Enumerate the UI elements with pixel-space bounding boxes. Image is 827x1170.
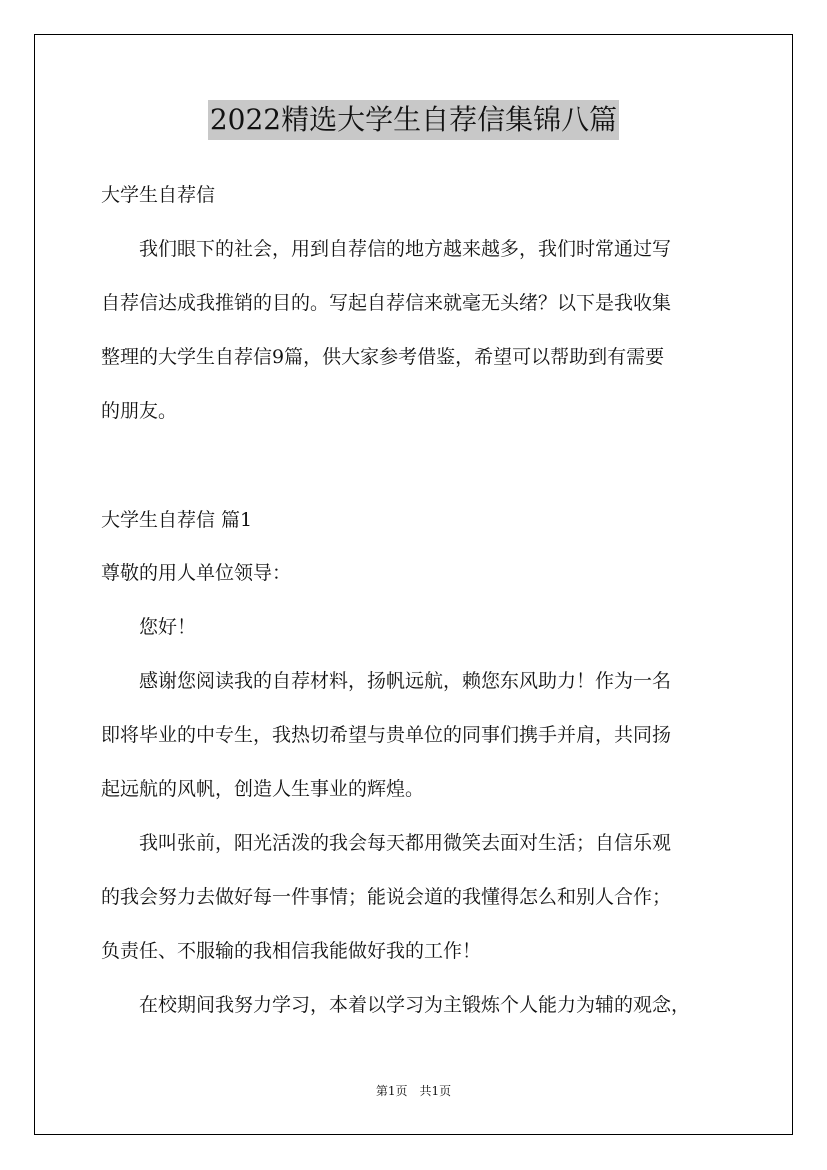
text-line: 自荐信达成我推销的目的。写起自荐信来就毫无头绪？以下是我收集 [101,292,672,314]
text-line: 起远航的风帆，创造人生事业的辉煌。 [101,778,425,800]
greeting: 您好！ [101,616,197,638]
text-line: 的朋友。 [101,400,178,422]
text-line: 整理的大学生自荐信9篇，供大家参考借鉴，希望可以帮助到有需要 [101,346,665,368]
title-container [0,100,827,140]
text-line: 即将毕业的中专生，我热切希望与贵单位的同事们携手并肩，共同扬 [101,724,672,746]
document-title: 2022精选大学生自荐信集锦八篇 [208,100,619,140]
text-line: 负责任、不服输的我相信我能做好我的工作！ [101,940,482,962]
text-line: 在校期间我努力学习，本着以学习为主锻炼个人能力为辅的观念， [101,994,691,1016]
text-line: 我们眼下的社会，用到自荐信的地方越来越多，我们时常通过写 [101,238,672,260]
text-line: 的我会努力去做好每一件事情；能说会道的我懂得怎么和别人合作； [101,886,672,908]
section-heading: 大学生自荐信 [101,184,216,206]
section-heading: 大学生自荐信 篇1 [101,509,253,531]
salutation: 尊敬的用人单位领导： [101,562,292,584]
text-line: 感谢您阅读我的自荐材料，扬帆远航，赖您东风助力！作为一名 [101,670,672,692]
text-line: 我叫张前，阳光活泼的我会每天都用微笑去面对生活；自信乐观 [101,832,672,854]
page-number-footer: 第1页 共1页 [375,1084,452,1098]
